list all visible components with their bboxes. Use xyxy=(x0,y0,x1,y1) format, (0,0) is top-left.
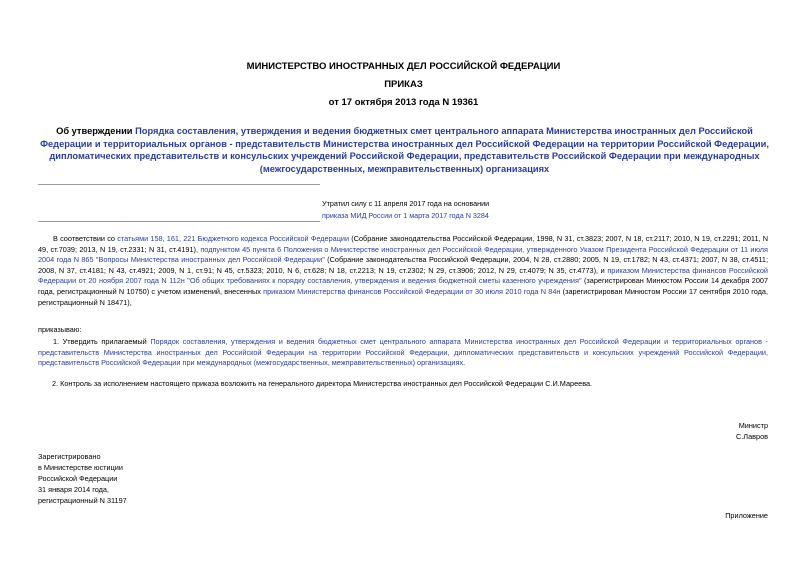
item-2-paragraph: 2. Контроль за исполнением настоящего приказа возложить на генерального директора Министерства иностранных дел Российской Федерации С.И.Мареева. xyxy=(52,379,593,388)
item-1-procedure-link[interactable]: Порядок составления, утверждения и ведения бюджетных смет центрального аппарата Министерства иностранных дел Российской Федерации и территориальных органов - представительств Министерства иностранных дел Российской Федерации на территории Российской Федерации, дипломатических представительств и консульских учреждений Российской Федерации, представительств Российской Федерации при международных (межгосударственных, межправительственных) организациях xyxy=(38,337,768,368)
title-prefix: Об утверждении xyxy=(56,126,136,136)
item-1-paragraph xyxy=(38,337,768,369)
registration-block xyxy=(38,451,127,506)
preamble-text-4: (зарегистрирован Минюстом России 14 декабря 2007 года, регистрационный N 10750) с учетом изменений, внесенных xyxy=(38,276,768,296)
signature-position: Министр xyxy=(738,421,768,430)
divider-top xyxy=(38,184,320,185)
minfin-order-84n-link[interactable]: приказом Министерства финансов Российской Федерации от 30 июля 2010 года N 84н xyxy=(263,286,561,296)
item-1-text: 1. Утвердить прилагаемый xyxy=(53,337,151,346)
doc-type-heading: ПРИКАЗ xyxy=(384,79,423,90)
ministry-heading: МИНИСТЕРСТВО ИНОСТРАННЫХ ДЕЛ РОССИЙСКОЙ ФЕДЕРАЦИИ xyxy=(246,61,561,72)
preamble-text-2: (Собрание законодательства Российской Федерации, 1998, N 31, ст.3823; 2007, N 18, ст.2117; 2010, N 19, ст.2291; 2011, N 49, ст.7039; 2013, N 19, ст.2331; N 31, ст.4191), xyxy=(38,234,769,254)
signature-name: С.Лавров xyxy=(735,432,768,441)
registration-line-4: 31 января 2014 года, xyxy=(38,485,109,494)
orders-word: приказываю: xyxy=(38,325,82,334)
appendix-label: Приложение xyxy=(725,511,768,520)
registration-line-2: в Министерстве юстиции xyxy=(38,463,123,472)
preamble-paragraph xyxy=(38,234,768,308)
status-repeal-link[interactable]: приказа МИД России от 1 марта 2017 года N 3284 xyxy=(322,211,489,220)
registration-line-3: Российской Федерации xyxy=(38,474,118,483)
item-1-end: . xyxy=(463,358,466,368)
status-line: Утратил силу с 11 апреля 2017 года на основании xyxy=(322,199,490,208)
title-procedure-link[interactable]: Порядка составления, утверждения и ведения бюджетных смет центрального аппарата Министерства иностранных дел Российской Федерации и территориальных органов - представительств Министерства иностранных дел Российской Федерации на территории Российской Федерации, дипломатических представительств и консульских учреждений Российской Федерации, представительств Российской Федерации при международных (межгосударственных, межправительственных) организациях xyxy=(40,126,769,174)
divider-bottom xyxy=(38,221,320,222)
date-number-heading: от 17 октября 2013 года N 19361 xyxy=(328,97,479,108)
signature-block xyxy=(700,420,768,442)
document-title xyxy=(38,125,771,175)
registration-line-1: Зарегистрировано xyxy=(38,452,101,461)
preamble-text-3: (Собрание законодательства Российской Федерации, 2004, N 28, ст.2880; 2005, N 19, ст.1782; N 43, ст.4371; 2007, N 38, ст.4511; 2008, N 37, ст.4181; N 43, ст.4921; 2009, N 1, ст.91; N 45, ст.5323; 2010, N 6, ст.628; N 18, ст.2213; N 19, ст.2302; N 29, ст.3906; 2012, N 29, ст.4079; N 35, ст.4773), и xyxy=(38,255,768,275)
registration-line-5: регистрационный N 31197 xyxy=(38,496,127,505)
preamble-text-5: (зарегистрирован Минюстом России 17 сентября 2010 года, регистрационный N 18471), xyxy=(38,286,768,307)
regulation-link[interactable]: подпунктом 45 пункта 6 Положения о Министерстве иностранных дел Российской Федерации, утвержденного Указом Президента Российской Федерации от 11 июля 2004 года N 865 "Вопросы Министерства иностранных дел Российской Федерации" xyxy=(38,244,768,265)
minfin-order-112n-link[interactable]: приказом Министерства финансов Российской Федерации от 20 ноября 2007 года N 112н "Об общих требованиях к порядку составления, утверждения и ведения бюджетной сметы казенного учреждения" xyxy=(38,265,769,286)
status-note xyxy=(322,198,489,222)
budget-code-link[interactable]: статьями 158, 161, 221 Бюджетного кодекса Российской Федерации xyxy=(117,234,350,243)
preamble-text-1: В соответствии со xyxy=(53,234,118,243)
